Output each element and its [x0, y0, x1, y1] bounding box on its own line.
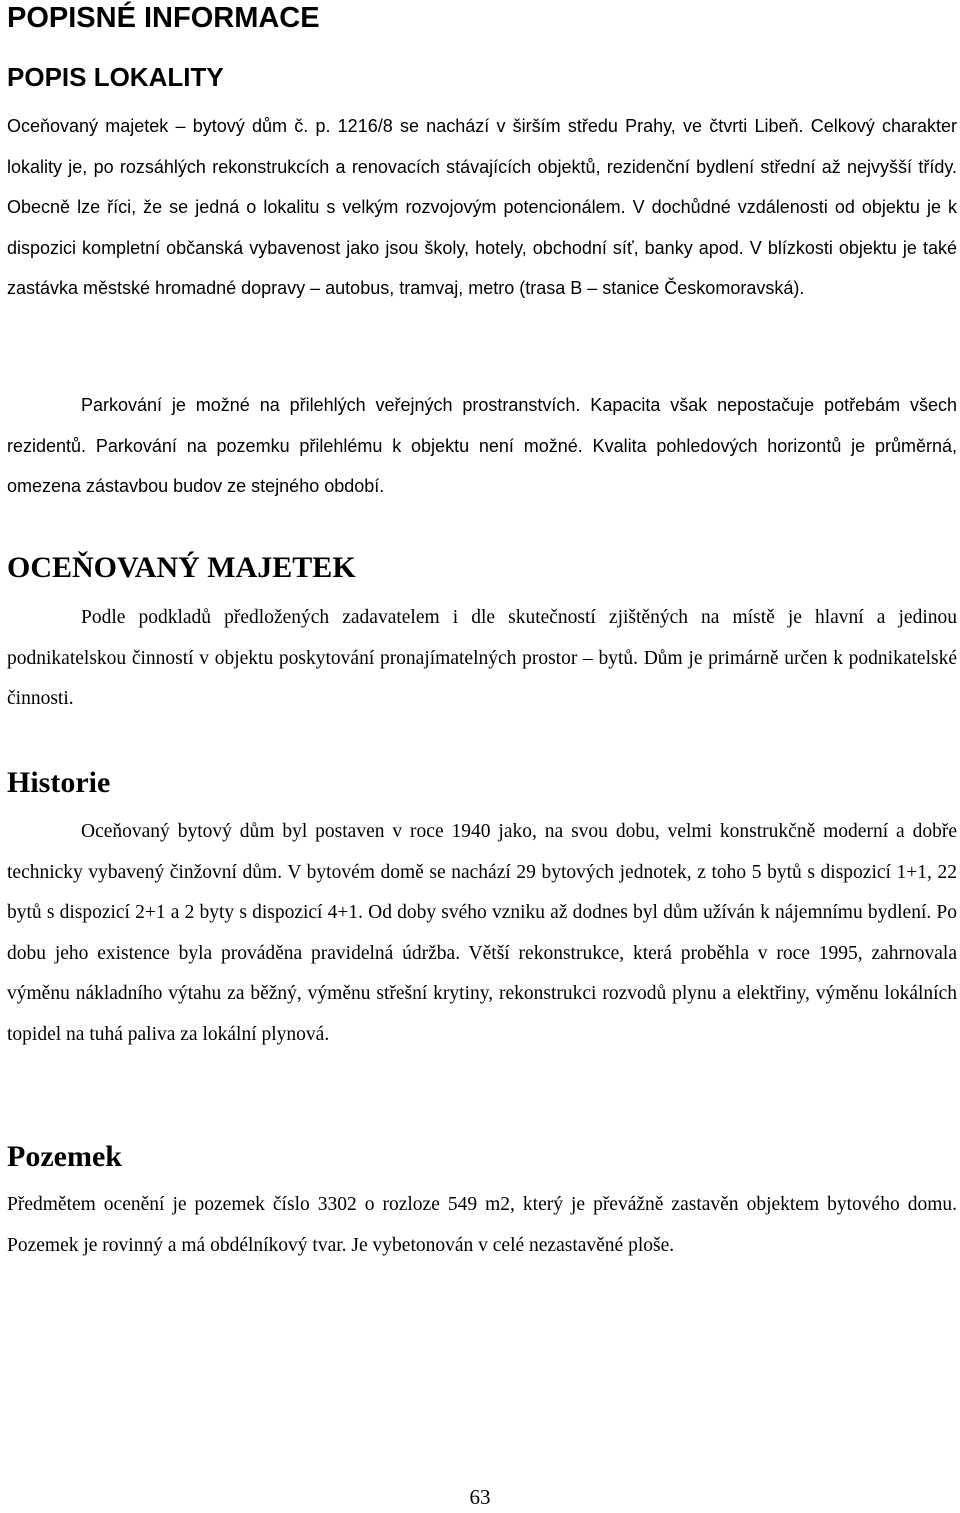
- asset-paragraph: Podle podkladů předložených zadavatelem i dle skutečností zjištěných na místě je hlavní a jedinou podnikatelskou činností v objektu poskytování pronajímatelných prostor – bytů. Dům je primárně určen k podnikatelské činnosti.: [7, 607, 957, 709]
- locality-heading: POPIS LOKALITY: [7, 62, 224, 92]
- page-number: 63: [469, 1485, 491, 1509]
- locality-paragraph-1: Oceňovaný majetek – bytový dům č. p. 1216/8 se nachází v širším středu Prahy, ve čtvrti Libeň. Celkový charakter lokality je, po rozsáhlých rekonstrukcích a renovacích stávajících objektů, rezidenční bydlení střední až nejvyšší třídy. Obecně lze říci, že se jedná o lokalitu s velkým rozvojovým potencionálem. V dochůdné vzdálenosti od objektu je k dispozici kompletní občanská vybavenost jako jsou školy, hotely, obchodní síť, banky apod. V blízkosti objektu je také zastávka městské hromadné dopravy – autobus, tramvaj, metro (trasa B – stanice Českomoravská).: [7, 116, 957, 298]
- locality-paragraph-2: Parkování je možné na přilehlých veřejných prostranstvích. Kapacita však nepostačuje potřebám všech rezidentů. Parkování na pozemku přilehlému k objektu není možné. Kvalita pohledových horizontů je průměrná, omezena zástavbou budov ze stejného období.: [7, 395, 957, 496]
- history-paragraph: Oceňovaný bytový dům byl postaven v roce 1940 jako, na svou dobu, velmi konstrukčně moderní a dobře technicky vybavený činžovní dům. V bytovém domě se nachází 29 bytových jednotek, z toho 5 bytů s dispozicí 1+1, 22 bytů s dispozicí 2+1 a 2 byty s dispozicí 4+1. Od doby svého vzniku až dodnes byl dům užíván k nájemnímu bydlení. Po dobu jeho existence byla prováděna pravidelná údržba. Větší rekonstrukce, která proběhla v roce 1995, zahrnovala výměnu nákladního výtahu za běžný, výměnu střešní krytiny, rekonstrukci rozvodů plynu a elektřiny, výměnu lokálních topidel na tuhá paliva za lokální plynová.: [7, 821, 957, 1045]
- asset-heading: OCEŇOVANÝ MAJETEK: [7, 551, 356, 584]
- history-heading: Historie: [7, 766, 111, 799]
- main-heading: POPISNÉ INFORMACE: [7, 2, 320, 34]
- land-paragraph: Předmětem ocenění je pozemek číslo 3302 o rozloze 549 m2, který je převážně zastavěn objektem bytového domu. Pozemek je rovinný a má obdélníkový tvar. Je vybetonován v celé nezastavěné ploše.: [7, 1194, 957, 1256]
- land-heading: Pozemek: [7, 1140, 122, 1173]
